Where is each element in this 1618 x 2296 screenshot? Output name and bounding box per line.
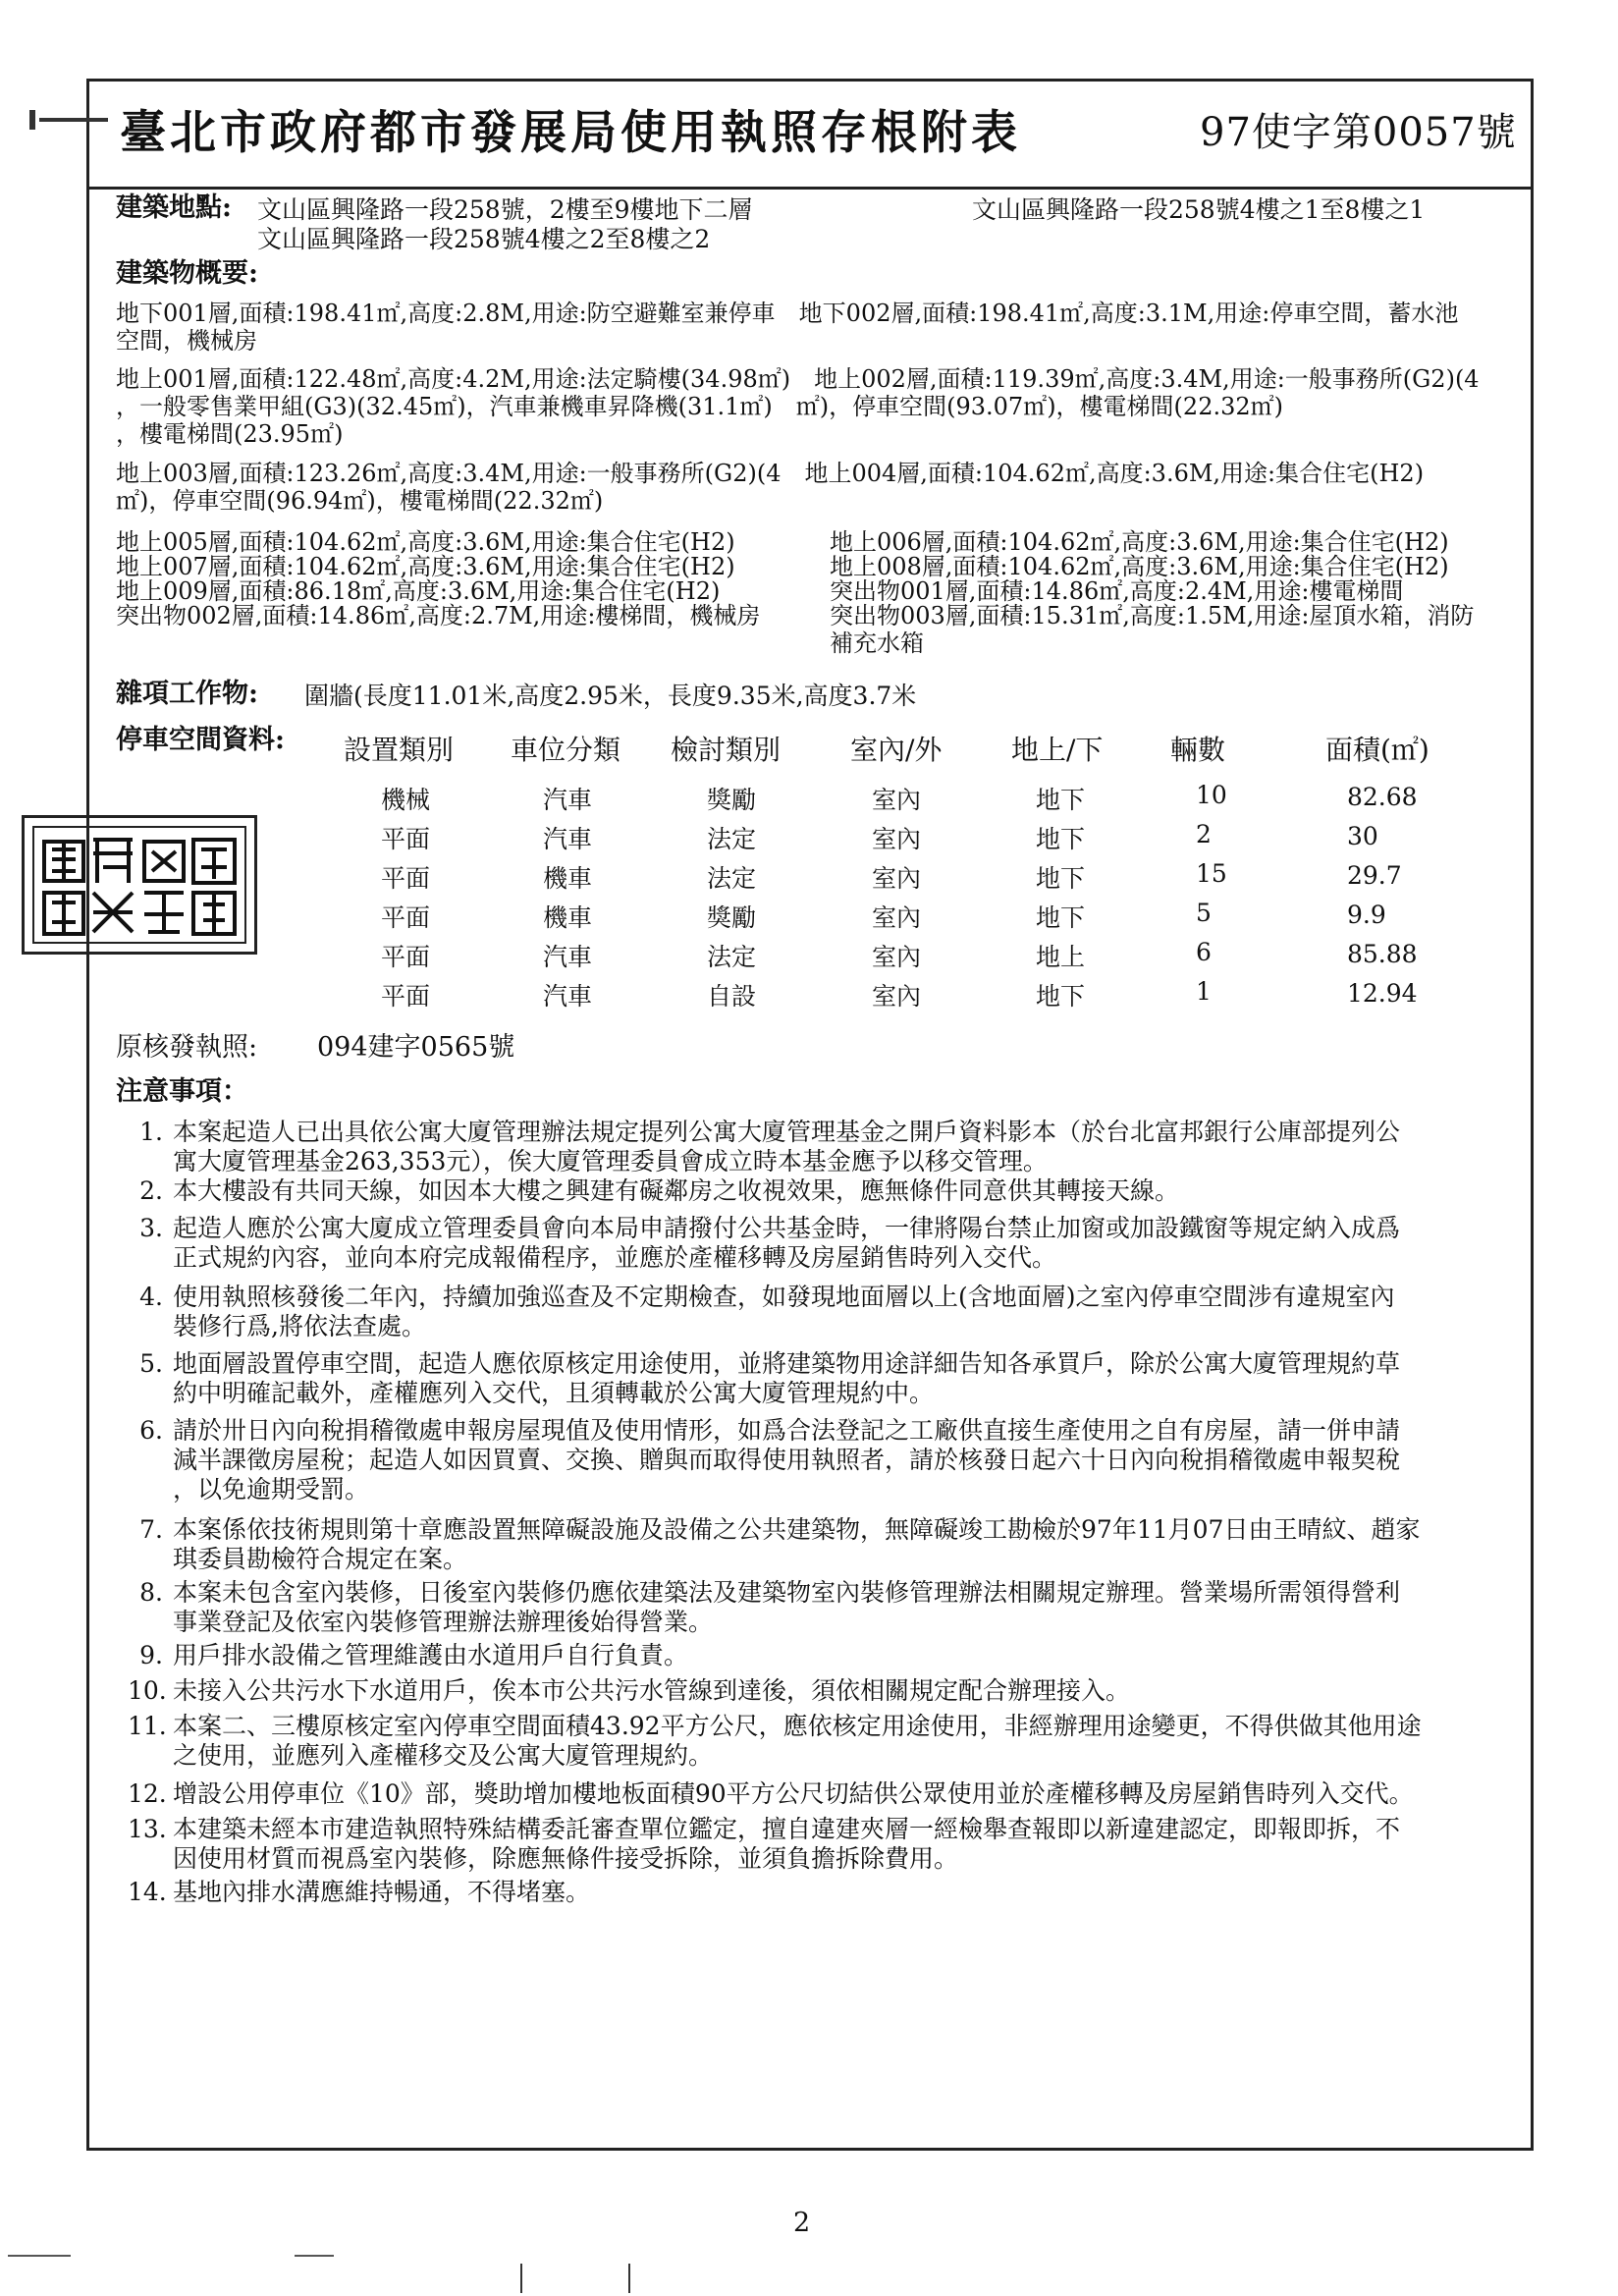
note-number: 8. (139, 1578, 163, 1607)
parking-header: 輛數 (1170, 734, 1226, 766)
notes-label: 注意事項： (116, 1076, 248, 1107)
seal-pattern (34, 828, 248, 946)
table-cell: 地下 (1036, 864, 1086, 893)
note-number: 13. (128, 1815, 167, 1843)
table-cell: 10 (1196, 781, 1227, 809)
note-line: 本建築未經本市建造執照特殊結構委託審查單位鑑定，擅自違建夾層一經檢舉查報即以新違建認定，即報即拆，不 (173, 1815, 1401, 1843)
note-number: 10. (128, 1676, 167, 1705)
misc-text: 圍牆(長度11.01米,高度2.95米，長度9.35米,高度3.7米 (304, 682, 917, 710)
table-cell: 地下 (1036, 786, 1086, 814)
table-cell: 法定 (707, 825, 757, 853)
table-cell: 5 (1196, 899, 1212, 927)
permit-number: 97使字第0057號 (1200, 110, 1517, 155)
overview-line: ，一般零售業甲組(G3)(32.45㎡)，汽車兼機車昇降機(31.1㎡) ㎡)，停車空間(93.07㎡)，樓電梯間(22.32㎡) (116, 393, 1283, 420)
table-cell: 地下 (1036, 982, 1086, 1011)
table-cell: 82.68 (1347, 783, 1418, 811)
note-number: 4. (139, 1283, 163, 1311)
note-number: 2. (139, 1176, 163, 1205)
parking-header: 設置類別 (344, 734, 455, 766)
parking-label: 停車空間資料: (116, 725, 285, 755)
table-cell: 機械 (381, 786, 431, 814)
table-cell: 平面 (381, 825, 431, 853)
note-line: 本案係依技術規則第十章應設置無障礙設施及設備之公共建築物，無障礙竣工勘檢於97年11月07日由王晴紋、趙家 (173, 1515, 1421, 1544)
floor-left: 地上005層,面積:104.62㎡,高度:3.6M,用途:集合住宅(H2) (116, 528, 735, 556)
table-cell: 平面 (381, 943, 431, 971)
scan-artifact (520, 2264, 522, 2293)
header-divider (86, 187, 1534, 190)
table-cell: 地下 (1036, 825, 1086, 853)
table-cell: 室內 (872, 864, 922, 893)
note-line: 之使用，並應列入產權移交及公寓大廈管理規約。 (173, 1741, 714, 1770)
table-cell: 室內 (872, 786, 922, 814)
table-cell: 30 (1347, 822, 1378, 850)
overview-line: 地下001層,面積:198.41㎡,高度:2.8M,用途:防空避難室兼停車 地下002層,面積:198.41㎡,高度:3.1M,用途:停車空間，蓄水池 (116, 300, 1459, 327)
table-cell: 室內 (872, 903, 922, 932)
note-line: 減半課徵房屋稅；起造人如因買賣、交換、贈與而取得使用執照者，請於核發日起六十日內向稅捐稽徵處申報契稅 (173, 1446, 1401, 1474)
note-line: 使用執照核發後二年內，持續加強巡查及不定期檢查，如發現地面層以上(含地面層)之室內停車空間涉有違規室內 (173, 1283, 1395, 1311)
scan-artifact (8, 2255, 71, 2257)
table-cell: 平面 (381, 864, 431, 893)
note-line: 約中明確記載外，產權應列入交代，且須轉載於公寓大廈管理規約中。 (173, 1379, 935, 1407)
note-line: 本案未包含室內裝修，日後室內裝修仍應依建築法及建築物室內裝修管理辦法相關規定辦理。營業場所需領得營利 (173, 1578, 1401, 1607)
note-line: 裝修行爲,將依法查處。 (173, 1312, 426, 1340)
note-line: 寓大廈管理基金263,353元），俟大廈管理委員會成立時本基金應予以移交管理。 (173, 1147, 1048, 1175)
table-cell: 獎勵 (707, 903, 757, 932)
table-cell: 2 (1196, 820, 1212, 848)
floor-right: 地上006層,面積:104.62㎡,高度:3.6M,用途:集合住宅(H2) (830, 528, 1449, 556)
parking-header: 地上/下 (1011, 734, 1104, 766)
floor-right: 補充水箱 (830, 629, 924, 657)
table-cell: 機車 (543, 903, 593, 932)
original-permit-label: 原核發執照: (116, 1032, 258, 1063)
note-line: 用戶排水設備之管理維護由水道用戶自行負責。 (173, 1641, 689, 1669)
table-cell: 室內 (872, 943, 922, 971)
note-line: 本案二、三樓原核定室內停車空間面積43.92平方公尺，應依核定用途使用，非經辦理用途變更，不得供做其他用途 (173, 1712, 1422, 1740)
note-line: 請於卅日內向稅捐稽徵處申報房屋現值及使用情形，如爲合法登記之工廠供直接生產使用之自有房屋，請一併申請 (173, 1416, 1401, 1445)
note-line: 增設公用停車位《10》部，獎助增加樓地板面積90平方公尺切結供公眾使用並於產權移轉及房屋銷售時列入交代。 (173, 1779, 1414, 1808)
table-cell: 平面 (381, 903, 431, 932)
table-cell: 1 (1196, 977, 1212, 1006)
table-cell: 9.9 (1347, 901, 1386, 929)
table-cell: 85.88 (1347, 940, 1418, 968)
parking-header: 檢討類別 (671, 734, 782, 766)
note-number: 5. (139, 1349, 163, 1378)
floor-left: 地上007層,面積:104.62㎡,高度:3.6M,用途:集合住宅(H2) (116, 553, 735, 580)
scan-artifact (628, 2264, 630, 2293)
table-cell: 自設 (707, 982, 757, 1011)
note-number: 3. (139, 1214, 163, 1242)
note-number: 1. (139, 1118, 163, 1146)
note-line: 琪委員勘檢符合規定在案。 (173, 1545, 468, 1573)
floor-right: 地上008層,面積:104.62㎡,高度:3.6M,用途:集合住宅(H2) (830, 553, 1449, 580)
table-cell: 地上 (1036, 943, 1086, 971)
note-line: 本大樓設有共同天線，如因本大樓之興建有礙鄰房之收視效果，應無條件同意供其轉接天線。 (173, 1176, 1180, 1205)
floor-right: 突出物001層,面積:14.86㎡,高度:2.4M,用途:樓電梯間 (830, 577, 1404, 605)
note-line: 正式規約內容，並向本府完成報備程序，並應於產權移轉及房屋銷售時列入交代。 (173, 1243, 1057, 1272)
note-number: 14. (128, 1878, 167, 1906)
note-number: 9. (139, 1641, 163, 1669)
table-cell: 法定 (707, 943, 757, 971)
address-line-2: 文山區興隆路一段258號4樓之2至8樓之2 (257, 225, 711, 253)
note-number: 11. (128, 1712, 167, 1740)
table-cell: 地下 (1036, 903, 1086, 932)
note-line: 地面層設置停車空間，起造人應依原核定用途使用，並將建築物用途詳細告知各承買戶，除於公寓大廈管理規約草 (173, 1349, 1401, 1378)
table-cell: 室內 (872, 825, 922, 853)
table-cell: 法定 (707, 864, 757, 893)
note-line: 本案起造人已出具依公寓大廈管理辦法規定提列公寓大廈管理基金之開戶資料影本（於台北富邦銀行公庫部提列公 (173, 1118, 1401, 1146)
table-cell: 汽車 (543, 943, 593, 971)
note-line: 基地內排水溝應維持暢通，不得堵塞。 (173, 1878, 591, 1906)
overview-line: 空間，機械房 (116, 327, 257, 355)
note-line: 起造人應於公寓大廈成立管理委員會向本局申請撥付公共基金時，一律將陽台禁止加窗或加設鐵窗等規定納入成爲 (173, 1214, 1401, 1242)
table-cell: 平面 (381, 982, 431, 1011)
table-cell: 29.7 (1347, 861, 1402, 890)
table-cell: 12.94 (1347, 979, 1418, 1008)
overview-label: 建築物概要: (116, 258, 258, 289)
table-cell: 機車 (543, 864, 593, 893)
scan-mark (39, 118, 108, 122)
overview-line: ，樓電梯間(23.95㎡) (116, 420, 344, 448)
floor-left: 地上009層,面積:86.18㎡,高度:3.6M,用途:集合住宅(H2) (116, 577, 721, 605)
address-line-1: 文山區興隆路一段258號，2樓至9樓地下二層 (257, 195, 753, 224)
page-number: 2 (793, 2208, 811, 2238)
overview-line: ㎡)，停車空間(96.94㎡)，樓電梯間(22.32㎡) (116, 487, 604, 515)
parking-header: 車位分類 (511, 734, 621, 766)
note-line: 因使用材質而視爲室內裝修，除應無條件接受拆除，並須負擔拆除費用。 (173, 1844, 959, 1873)
floor-left: 突出物002層,面積:14.86㎡,高度:2.7M,用途:樓梯間，機械房 (116, 602, 761, 629)
address-right: 文山區興隆路一段258號4樓之1至8樓之1 (972, 195, 1426, 224)
seal-inner-border (32, 826, 246, 944)
note-line: 事業登記及依室內裝修管理辦法辦理後始得營業。 (173, 1608, 714, 1636)
table-cell: 獎勵 (707, 786, 757, 814)
original-permit-value: 094建字0565號 (317, 1032, 515, 1063)
note-line: 未接入公共污水下水道用戶，俟本市公共污水管線到達後，須依相關規定配合辦理接入。 (173, 1676, 1131, 1705)
scan-artifact (295, 2255, 334, 2257)
table-cell: 15 (1196, 859, 1227, 888)
official-seal-stamp (22, 815, 257, 955)
parking-header: 面積(㎡) (1325, 734, 1429, 766)
table-cell: 汽車 (543, 786, 593, 814)
table-cell: 6 (1196, 938, 1212, 966)
table-cell: 室內 (872, 982, 922, 1011)
note-number: 7. (139, 1515, 163, 1544)
misc-label: 雜項工作物: (116, 679, 258, 709)
floor-right: 突出物003層,面積:15.31㎡,高度:1.5M,用途:屋頂水箱，消防 (830, 602, 1475, 629)
scan-mark (29, 110, 35, 130)
table-cell: 汽車 (543, 982, 593, 1011)
address-label: 建築地點: (116, 192, 232, 223)
note-number: 12. (128, 1779, 167, 1808)
parking-header: 室內/外 (850, 734, 943, 766)
document-title: 臺北市政府都市發展局使用執照存根附表 (120, 106, 1021, 160)
overview-line: 地上001層,面積:122.48㎡,高度:4.2M,用途:法定騎樓(34.98㎡) 地上002層,面積:119.39㎡,高度:3.4M,用途:一般事務所(G2)(4 (116, 365, 1480, 393)
overview-line: 地上003層,面積:123.26㎡,高度:3.4M,用途:一般事務所(G2)(4 地上004層,面積:104.62㎡,高度:3.6M,用途:集合住宅(H2) (116, 460, 1425, 487)
table-cell: 汽車 (543, 825, 593, 853)
note-line: ，以免逾期受罰。 (173, 1475, 370, 1503)
note-number: 6. (139, 1416, 163, 1445)
